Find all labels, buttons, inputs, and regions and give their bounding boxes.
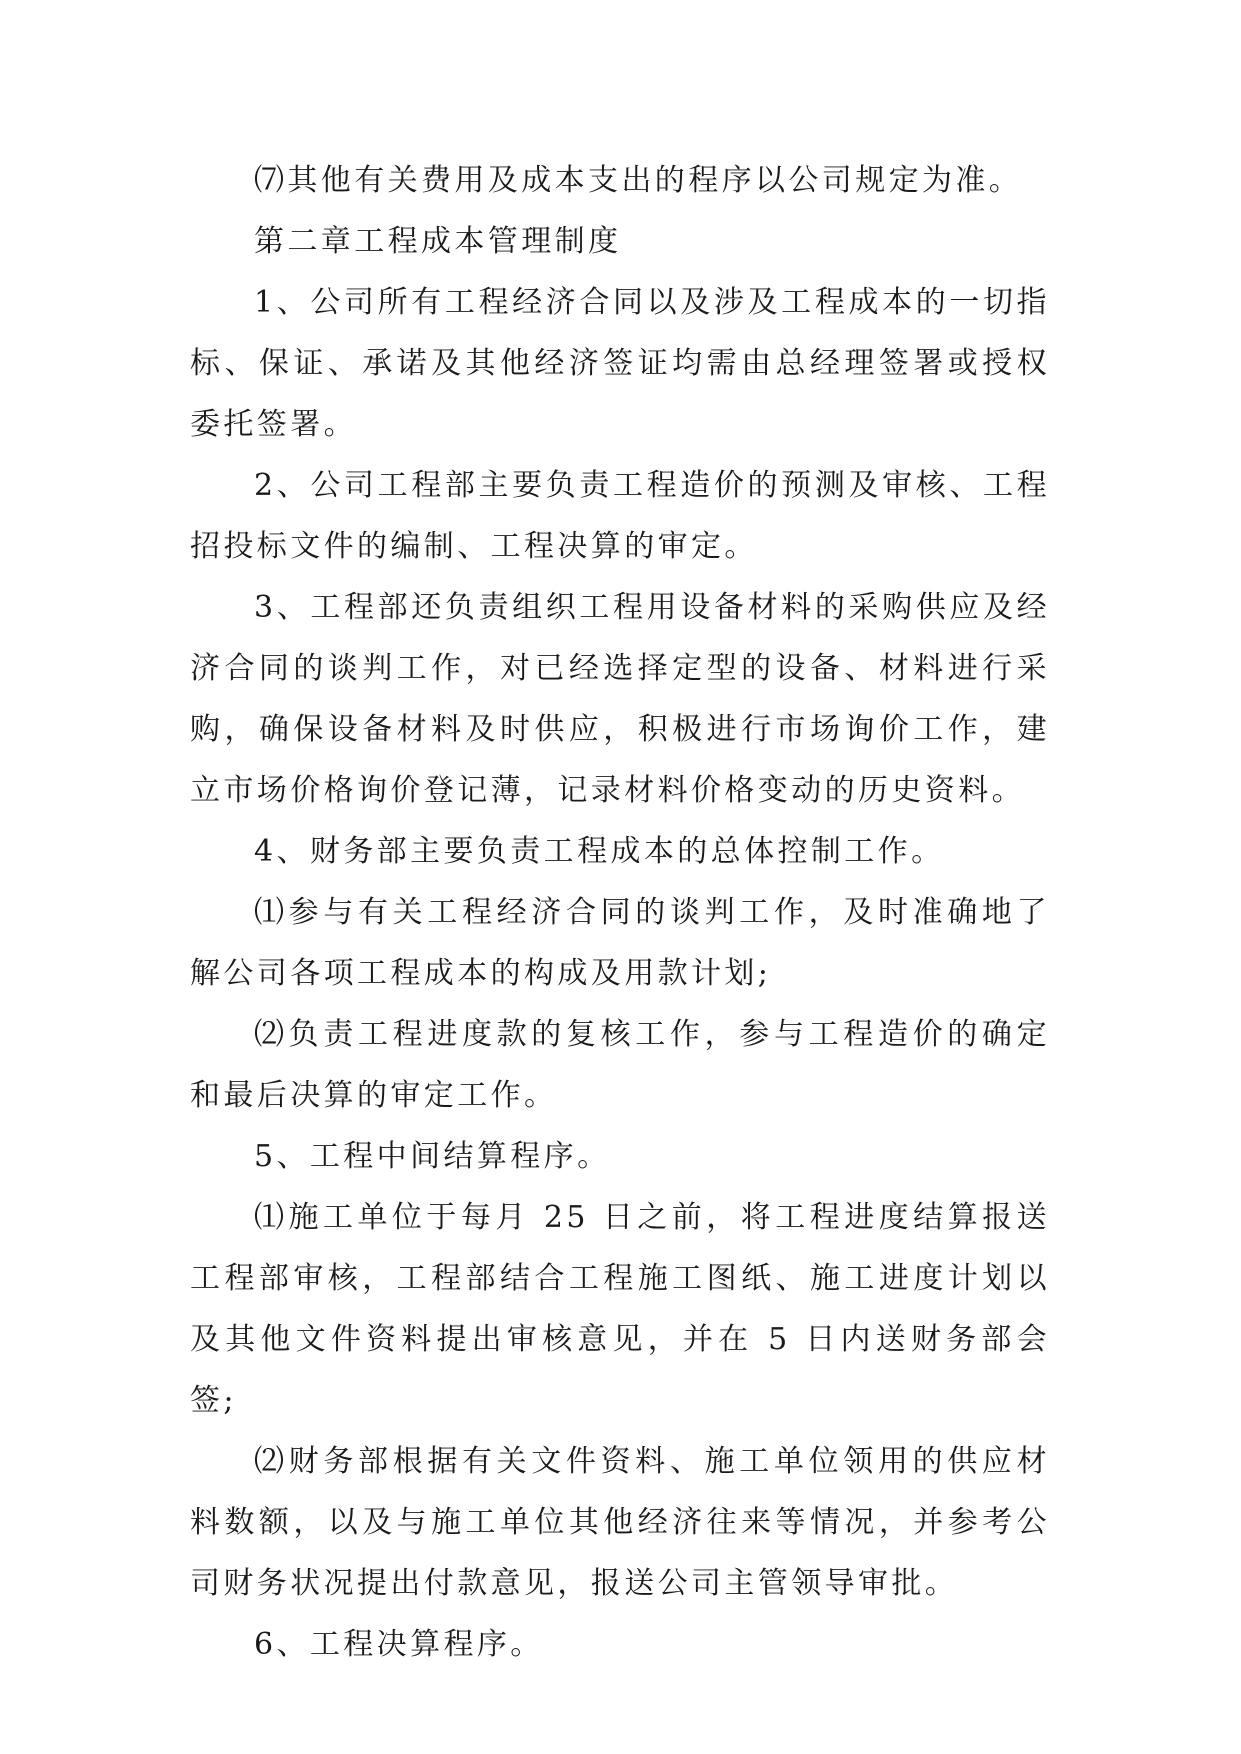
paragraph-section-5-item-1: ⑴施工单位于每月 25 日之前，将工程进度结算报送工程部审核，工程部结合工程施工图纸、施工进度计划以及其他文件资料提出审核意见，并在 5 日内送财务部会签;: [190, 1200, 1050, 1418]
paragraph-section-5-item-2: ⑵财务部根据有关文件资料、施工单位领用的供应材料数额，以及与施工单位其他经济往来等情况，并参考公司财务状况提出付款意见，报送公司主管领导审批。: [190, 1444, 1050, 1601]
paragraph-item-7: ⑺其他有关费用及成本支出的程序以公司规定为准。: [254, 163, 1023, 198]
paragraph-section-1: 1、公司所有工程经济合同以及涉及工程成本的一切指标、保证、承诺及其他经济签证均需由总经理签署或授权委托签署。: [190, 285, 1050, 442]
document-body: [190, 150, 1050, 1675]
paragraph-section-4-item-1: ⑴参与有关工程经济合同的谈判工作，及时准确地了解公司各项工程成本的构成及用款计划;: [190, 895, 1050, 991]
paragraph-section-4: 4、财务部主要负责工程成本的总体控制工作。: [254, 834, 945, 869]
chapter-title: 第二章工程成本管理制度: [254, 224, 622, 259]
paragraph-section-6: 6、工程决算程序。: [254, 1627, 544, 1662]
paragraph-section-3: 3、工程部还负责组织工程用设备材料的采购供应及经济合同的谈判工作，对已经选择定型的设备、材料进行采购，确保设备材料及时供应，积极进行市场询价工作，建立市场价格询价登记薄，记录材料价格变动的历史资料。: [190, 590, 1050, 808]
paragraph-section-2: 2、公司工程部主要负责工程造价的预测及审核、工程招投标文件的编制、工程决算的审定。: [190, 468, 1050, 564]
paragraph-section-4-item-2: ⑵负责工程进度款的复核工作，参与工程造价的确定和最后决算的审定工作。: [190, 1017, 1050, 1113]
paragraph-section-5: 5、工程中间结算程序。: [254, 1139, 611, 1174]
